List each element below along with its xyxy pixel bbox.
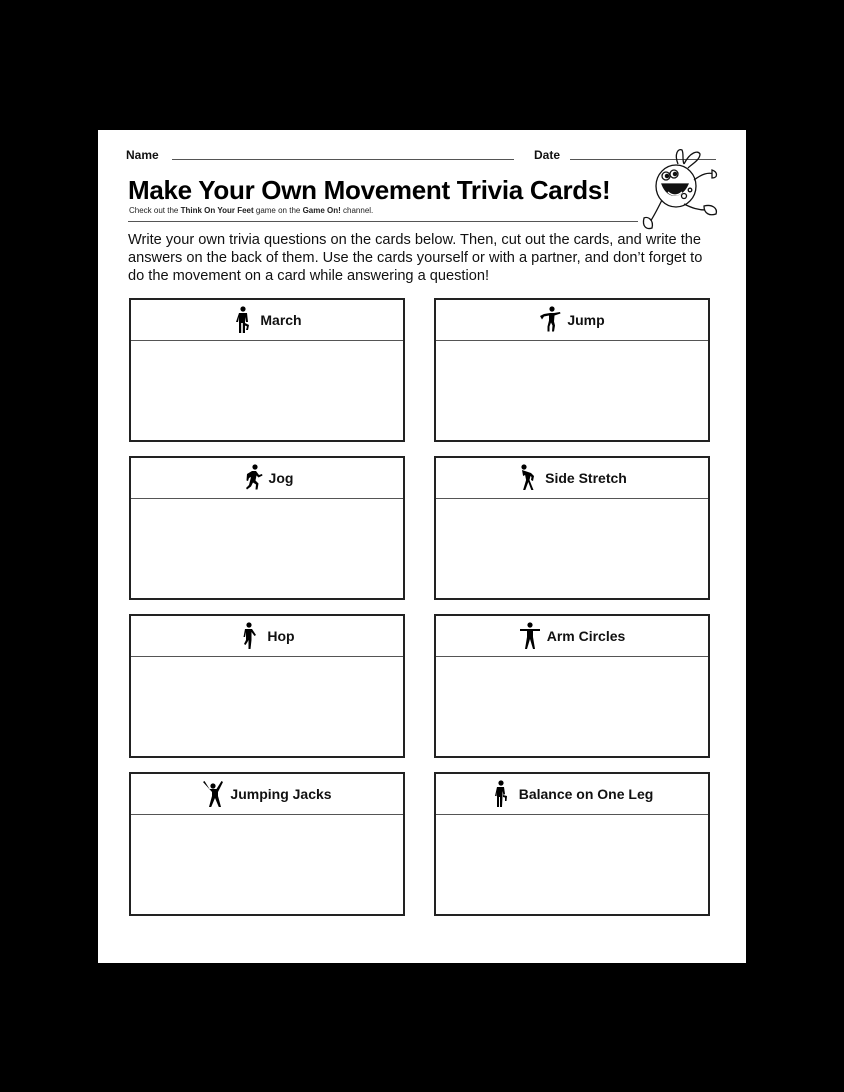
name-date-row [126,148,716,164]
card-header [131,774,403,815]
card-header [436,616,708,657]
arm-circles-figure-icon [519,622,541,650]
card-label: Jog [268,470,294,486]
card-header [131,616,403,657]
instructions-text: Write your own trivia questions on the cards below. Then, cut out the cards, and write the answers on the back of them. Use the cards yourself or with a partner, and don’t forget to do the movement on a card while answering a question! [128,232,703,284]
trivia-card-balance [434,772,710,916]
trivia-card-jump [434,298,710,442]
card-header [131,300,403,341]
card-writing-area[interactable] [436,341,708,441]
card-label: Balance on One Leg [518,786,654,802]
card-label: Hop [267,628,295,644]
trivia-card-jumping-jacks [129,772,405,916]
card-writing-area[interactable] [436,815,708,915]
name-label: Name [126,148,159,162]
jumping-jacks-figure-icon [202,780,224,808]
card-writing-area[interactable] [436,657,708,757]
balance-figure-icon [491,780,513,808]
card-label: Side Stretch [545,470,627,486]
subtitle [129,206,373,215]
jump-figure-icon [539,306,561,334]
page-title: Make Your Own Movement Trivia Cards! [128,175,611,205]
card-header [436,774,708,815]
trivia-card-arm-circles [434,614,710,758]
title-divider [128,221,638,222]
trivia-card-side-stretch [434,456,710,600]
trivia-card-march [129,298,405,442]
hop-figure-icon [239,622,261,650]
subtitle-text: channel. [340,206,374,215]
trivia-card-hop [129,614,405,758]
card-label: March [260,312,302,328]
card-header [436,300,708,341]
card-writing-area[interactable] [131,341,403,441]
card-label: Jump [567,312,605,328]
march-figure-icon [232,306,254,334]
jog-figure-icon [241,464,263,492]
card-label: Arm Circles [546,628,626,644]
channel-name: Game On! [302,206,341,215]
card-writing-area[interactable] [131,815,403,915]
mascot-icon [638,146,722,232]
card-header [131,458,403,499]
subtitle-text: Check out the [129,206,181,215]
card-label: Jumping Jacks [230,786,332,802]
card-writing-area[interactable] [131,657,403,757]
card-header [436,458,708,499]
worksheet-page [98,130,746,963]
name-field-line[interactable] [172,159,514,160]
card-writing-area[interactable] [131,499,403,599]
date-label: Date [534,148,561,162]
side-stretch-figure-icon [517,464,539,492]
trivia-card-jog [129,456,405,600]
game-name: Think On Your Feet [180,206,254,215]
card-writing-area[interactable] [436,499,708,599]
subtitle-text: game on the [253,206,303,215]
